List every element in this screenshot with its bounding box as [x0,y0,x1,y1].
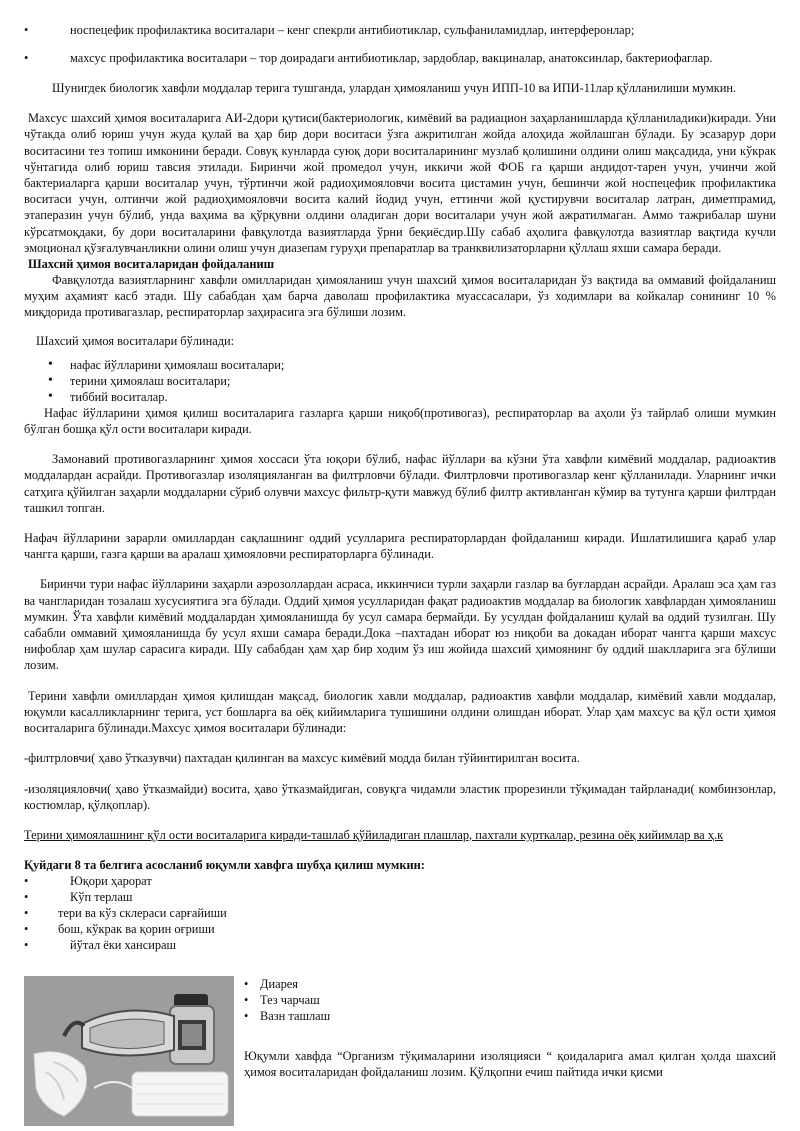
bottom-section [24,976,776,1126]
bullet-glyph: • [48,356,53,372]
bullet-glyph: • [24,51,29,65]
bullet-glyph: • [48,372,53,388]
paragraph: Замонавий противогазларнинг ҳимоя хоссаси ўта юқори бўлиб, нафас йўллари ва кўзни ўта хавфли кимёвий моддалар, радиоактив моддалардан асрайди. Противогазлар изоляцияланган ва филтрловчи бўлади. Филтрловчи противогазлар кенг қўлланилади. Уларнинг ички сатҳига қўйилган заҳарли моддаларни сўриб олувчи махсус фильтр-қути мавжуд бўлиб филтр активланган кўмир ва тутунга қарши филтрдан ташкил топган. [24,452,776,515]
protection-list [24,357,776,405]
list-item: • Тез чарчаш [244,993,320,1007]
paragraph: Фавқулотда вазиятларнинг хавфли омилларидан ҳимояланиш учун шахсий ҳимоя воситаларидан ўз вақтида ва оммавий фойдаланиш муҳим аҳамият касб этади. Шу сабабдан ҳам барча даволаш профилактика муассасалари, ўз ходимлари ва койкалар сонининг 10 % миқдорида противагазлар, респираторлар заҳирасига эга бўлиши лозим. [24,273,776,320]
bullet-glyph: • [24,23,29,37]
paragraph: Биринчи тури нафас йўлларини заҳарли аэрозоллардан асраса, иккинчиси турли заҳарли газлар ва буғлардан асрайди. Аралаш эса ҳам газ ва чангларидан тозалаш хусусиятига эга бўлади. Оддий ҳимоя усулларидан фақат радиоактив моддалар ва биологик хавфлардан ҳимояланиш мумкин. Ўта хавфли кимёвий моддалардан ҳимояланишда бу усул самара бермайди. Бу усулдан фойдаланиш қулай ва оддий тузилган. Шу сабабли оммавий ҳимояланишда бу усул яхши самара беради.Дока –пахтадан иборат юз ниқоби ва докадан иборат чангга қарши махсус нифоблар ҳам шулар сарасига киради. Шу сабабдан ҳам ҳар бир ходим ўз иш жойида шахсий ҳимоянинг бу оддий шаклларига эга бўлиши лозим. [24,577,776,673]
paragraph: -филтрловчи( ҳаво ўтказувчи) пахтадан қилинган ва махсус кимёвий модда билан тўйинтирилган восита. [24,751,580,766]
list-item: • тери ва кўз склераси сарғайиши [24,906,227,921]
bullet-glyph: • [24,938,29,953]
paragraph: Нафас йўлларини ҳимоя қилиш воситаларига газларга қарши ниқоб(противогаз), респираторлар ва аҳоли ўз тайрлаб олиши мумкин бўлган бошқа қўл ости воситалари киради. [24,405,776,437]
symptom-list-continued [244,976,330,1024]
paragraph: Шунигдек биологик хавфли моддалар терига тушганда, улардан ҳимояланиш учун ИПП-10 ва ИПИ-11лар қўлланилиши мумкин. [52,81,737,95]
list-item: • терини ҳимоялаш воситалари; [48,372,231,388]
list-item: • йўтал ёки хансираш [24,938,177,953]
bullet-text: носпецефик профилактика воситалари – кенг спекрли антибиотиклар, сульфаниламидлар, интерферонлар; [70,23,635,37]
paragraph: -изоляцияловчи( ҳаво ўтказмайди) восита, ҳаво ўтказмайдиган, совуқга чидамли эластик прорезинли тўқимадан тайрланади( комбинзонлар, костюмлар, қўлқоплар). [24,781,776,812]
bullet-glyph: • [244,977,249,991]
list-item: • нафас йўлларини ҳимоялаш воситалари; [48,356,285,372]
bullet-glyph: • [48,388,53,404]
list-item: • бош, кўкрак ва қорин оғриши [24,922,215,937]
bullet-item [24,50,776,66]
paragraph: Махсус шахсий ҳимоя воситаларига АИ-2дори қутиси(бактериологик, кимёвий ва радиацион заҳарланишларда қўлланиладики)киради. Уни чўтакда олиб юриш учун жуда қулай ва ҳар бир дори воситаси ўзга ажритилган жойда алоҳида жойлашган бўлади. Бу эсазарур дори воситасини тез топиш имконини беради. Совуқ кунларда суюқ дори воситаларининг музлаб қолишини олдини олиш мақсадида, уни кўкрак чўнтагида олиб юриш тавсия этилади. Биринчи жой промедол учун, иккичи жой ФОБ га қарши андидот-тарен учун, учинчи жой бактериаларга қарши воситалар учун, тўртинчи жой радиоҳимояловчи восита цистамин учун, бешинчи жой носпецефик профилактика воситаси учун, олтинчи жой радиоҳимояловчи восита калий йодид учун, еттинчи жой қустирувчи воситалар латран, диметпрамид, этаперазин учун бўлиб, унда ваҳима ва қўрқувни олдини оладиган дори воситалари учун жой ажратилмаган. Аммо тажрибалар шуни кўрсатмоқдаки, бу дори воситаларини фавқулотда вазиятларда ўрни беқиёсдир.Шу сабаб аҳолига фавқулотда вазиятлар вақтида кучли эмоционал қўзғалувчанликни олини олиш учун диазепам гуруҳи препаратлар ва транквилизаторларни қўллаш яхши самара беради. [24,111,776,255]
list-item: • тиббий воситалар. [48,388,168,404]
paragraph: Юқумли хавфда “Организм тўқималарини изоляцияси “ қоидаларига амал қилган ҳолда шахсий ҳимоя воситаларидан фойдаланиш лозим. Қўлқопни ечиш пайтида ички қисми [244,1049,776,1080]
bullet-text: махсус профилактика воситалари – тор доирадаги антибиотиклар, зардоблар, вакциналар, анатоксинлар, бактериофаглар. [70,51,713,65]
bullet-glyph: • [244,993,249,1007]
list-item: • Кўп терлаш [24,890,133,905]
ppe-illustration [24,976,234,1126]
paragraph: Шахсий ҳимоя воситалари бўлинади: [36,333,235,348]
bullet-glyph: • [244,1009,249,1023]
section-heading: Шахсий ҳимоя воситаларидан фойдаланиш [28,257,275,272]
paragraph: Терини хавфли омиллардан ҳимоя қилишдан мақсад, биологик хавли моддалар, радиоактив хавфли моддалар, кимёвий хавли моддалар, юқумли касалликларнинг терига, уст бошларга ва оёқ кийимларига тушишини олдини олишдан иборат. Улар ҳам махсус ва қўл ости ҳимоя воситаларига бўлинади.Махсус ҳимоя воситалари бўлинади: [24,688,776,736]
list-item: • Юқори ҳарорат [24,874,152,889]
section-heading: Қуйдаги 8 та белгига асосланиб юқумли хавфга шубҳа қилиш мумкин: [24,858,425,873]
bullet-item [24,22,776,38]
paragraph: Нафач йўлларини зарарли омиллардан сақлашнинг оддий усулларига респираторлардан фойдаланиш киради. Ишлатилишига қараб улар чангга қарши, газга қарши ва аралаш ҳимояловчи респираторларга бўлинади. [24,531,776,562]
ppe-photo [24,976,234,1126]
symptom-list [24,873,776,953]
bullet-glyph: • [24,906,29,921]
bullet-glyph: • [24,874,29,889]
list-item: • Вазн ташлаш [244,1009,331,1023]
paragraph: Терини ҳимоялашнинг қўл ости воситаларига киради-ташлаб қўйиладиган плашлар, пахтали курткалар, резина оёқ кийимлар ва ҳ.к [24,827,724,842]
bullet-glyph: • [24,922,29,937]
bullet-glyph: • [24,890,29,905]
list-item: • Диарея [244,977,298,991]
